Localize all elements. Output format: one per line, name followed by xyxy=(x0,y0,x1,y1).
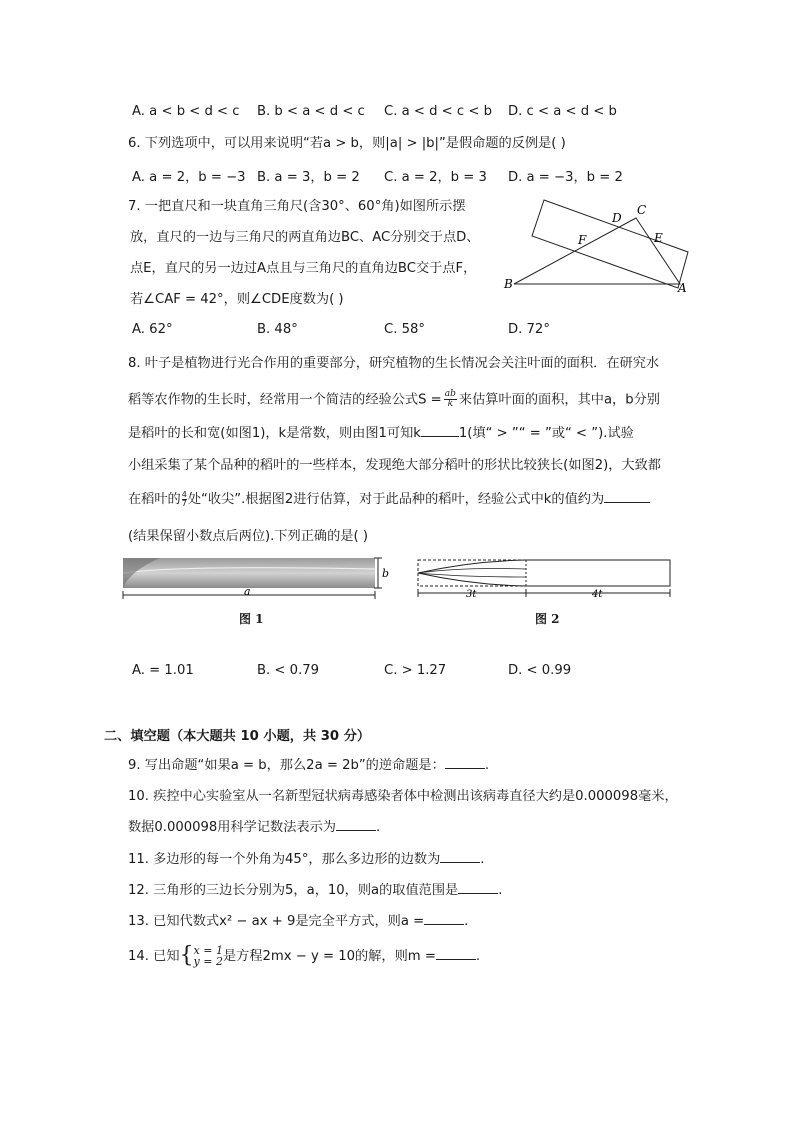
figure1-leaf-photo xyxy=(120,555,392,601)
answer-blank xyxy=(424,912,464,925)
figure1-caption: 图 1 xyxy=(239,612,264,626)
ruler-shape xyxy=(532,200,688,288)
dimension-3t-label: 3t xyxy=(466,589,477,600)
q13-period: . xyxy=(464,914,469,929)
label-B: B xyxy=(504,277,513,291)
dimension-b-label: b xyxy=(382,567,390,580)
q6-option-c: C. a = 2，b = 3 xyxy=(384,170,487,185)
q8-line4: 小组采集了某个品种的稻叶的一些样本，发现绝大部分稻叶的形状比较狭长(如图2)，大致都 xyxy=(128,458,661,473)
answer-blank xyxy=(336,818,376,831)
q8-line6: (结果保留小数点后两位).下列正确的是( ) xyxy=(128,529,368,544)
q7-line4: 若∠CAF = 42°，则∠CDE度数为( ) xyxy=(130,292,344,307)
answer-blank xyxy=(421,424,459,437)
q8-option-d: D. < 0.99 xyxy=(508,663,572,678)
q11-text: 11. 多边形的每一个外角为45°，那么多边形的边数为 xyxy=(128,852,441,867)
leaf-outline xyxy=(418,560,670,586)
q9-period: . xyxy=(484,758,490,773)
system-eq1: x = 1 xyxy=(193,944,223,957)
q8-fraction-four-sevenths xyxy=(182,491,187,508)
brace-icon: { xyxy=(179,943,194,968)
fraction-numerator: 4 xyxy=(181,489,187,499)
q8-line2-start: 稻等农作物的生长时，经常用一个简洁的经验公式S = xyxy=(128,392,442,408)
q10-period: . xyxy=(376,820,381,835)
q10-text: 数据0.000098用科学记数法表示为 xyxy=(128,820,336,835)
q8-line5 xyxy=(128,490,650,510)
q8-line5-start: 在稻叶的 xyxy=(128,492,181,507)
q8-line3-start: 是稻叶的长和宽(如图1)，k是常数，则由图1可知k xyxy=(128,426,421,441)
figure2-leaf-diagram xyxy=(412,557,676,601)
q6-option-b: B. a = 3，b = 2 xyxy=(257,170,360,185)
q6-option-a: A. a = 2，b = −3 xyxy=(132,170,246,185)
q10-line1: 10. 疾控中心实验室从一名新型冠状病毒感染者体中检测出该病毒直径大约是0.000098毫米， xyxy=(128,789,678,804)
fraction-numerator: ab xyxy=(444,389,456,399)
answer-blank xyxy=(604,490,650,503)
equation-system xyxy=(194,945,223,967)
q14-period: . xyxy=(475,949,481,964)
q8-line3-end: 1(填“ > ”“ = ”或“ < ”).试验 xyxy=(458,426,634,441)
answer-blank xyxy=(440,850,480,863)
label-F: F xyxy=(578,233,587,247)
q7-line1: 7. 一把直尺和一块直角三角尺(含30°、60°角)如图所示摆 xyxy=(128,199,466,214)
q14-text-end: 是方程2mx − y = 10的解，则m = xyxy=(222,949,436,964)
label-E: E xyxy=(654,231,663,245)
bounding-rect-dashed xyxy=(418,560,670,586)
dimension-4t-label: 4t xyxy=(592,589,603,600)
label-A: A xyxy=(678,281,687,295)
label-D: D xyxy=(612,211,622,225)
q12 xyxy=(128,881,502,901)
q7-option-c: C. 58° xyxy=(384,322,425,337)
q10-line2 xyxy=(128,818,380,838)
fraction-denominator: k xyxy=(447,399,454,409)
q8-line2 xyxy=(128,390,660,411)
figure2-caption: 图 2 xyxy=(535,612,560,626)
answer-blank xyxy=(445,756,485,769)
section-heading: 二、填空题（本大题共 10 小题，共 30 分） xyxy=(104,729,371,744)
answer-blank xyxy=(436,947,476,960)
q11 xyxy=(128,850,485,870)
triangle-shape xyxy=(514,218,680,284)
q12-period: . xyxy=(498,883,503,898)
q6-stem: 6. 下列选项中，可以用来说明“若a > b，则|a| > |b|”是假命题的反例是( ) xyxy=(128,136,566,151)
q7-option-d: D. 72° xyxy=(508,322,550,337)
system-eq2: y = 2 xyxy=(193,955,223,968)
q13-text: 13. 已知代数式x² − ax + 9是完全平方式，则a = xyxy=(128,914,425,929)
q7-line3: 点E，直尺的另一边过A点且与三角尺的直角边BC交于点F， xyxy=(130,261,477,276)
q8-formula-fraction xyxy=(444,390,457,409)
fraction-denominator: 7 xyxy=(181,498,187,508)
q13 xyxy=(128,912,468,932)
q5-option-b: B. b < a < d < c xyxy=(257,104,365,119)
q5-option-c: C. a < d < c < b xyxy=(384,104,492,119)
label-C: C xyxy=(637,203,647,217)
q9-text: 9. 写出命题“如果a = b，那么2a = 2b”的逆命题是： xyxy=(128,758,445,773)
q8-option-c: C. > 1.27 xyxy=(384,663,447,678)
q8-line5-end: 处“收尖”.根据图2进行估算，对于此品种的稻叶，经验公式中k的值约为 xyxy=(187,492,605,507)
answer-blank xyxy=(458,881,498,894)
q8-line2-end: 来估算叶面的面积，其中a，b分别 xyxy=(458,392,660,408)
q11-period: . xyxy=(480,852,485,867)
q8-line3 xyxy=(128,424,634,444)
q8-option-b: B. < 0.79 xyxy=(257,663,320,678)
q12-text: 12. 三角形的三边长分别为5，a，10，则a的取值范围是 xyxy=(128,883,459,898)
q9 xyxy=(128,756,489,776)
q14 xyxy=(128,945,480,967)
q7-option-b: B. 48° xyxy=(257,322,298,337)
leaf-image xyxy=(123,558,375,588)
q7-line2: 放，直尺的一边与三角尺的两直角边BC、AC分别交于点D、 xyxy=(130,230,480,245)
q7-option-a: A. 62° xyxy=(132,322,173,337)
q6-option-d: D. a = −3，b = 2 xyxy=(508,170,623,185)
q5-option-d: D. c < a < d < b xyxy=(508,104,617,119)
q8-option-a: A. = 1.01 xyxy=(132,663,194,678)
q8-line1: 8. 叶子是植物进行光合作用的重要部分，研究植物的生长情况会关注叶面的面积．在研究水 xyxy=(128,356,660,371)
dimension-a-label: a xyxy=(244,585,251,598)
ruler-triangle-figure xyxy=(500,196,696,296)
q14-text-start: 14. 已知 xyxy=(128,949,180,964)
q5-option-a: A. a < b < d < c xyxy=(132,104,240,119)
